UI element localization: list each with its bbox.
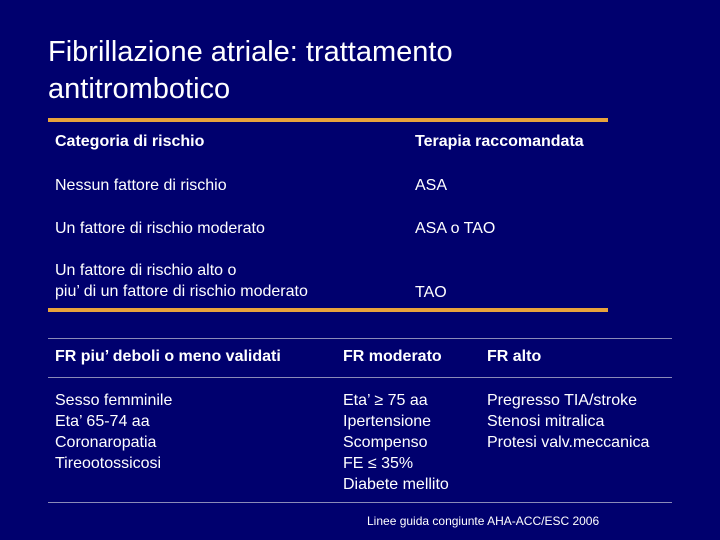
table2-header-weak: FR piu’ deboli o meno validati [55, 348, 281, 365]
table1-row1-therapy: ASA [415, 177, 448, 194]
table1-row2-category: Un fattore di rischio moderato [55, 220, 265, 237]
table2-top-line [48, 338, 672, 339]
table1-row3-category: Un fattore di rischio alto o piu’ di un fattore di rischio moderato [55, 262, 308, 300]
table1-header-category: Categoria di rischio [55, 133, 205, 150]
table1-row2-therapy: ASA o TAO [415, 220, 496, 237]
slide-title: Fibrillazione atriale: trattamento antitrombotico [48, 36, 453, 105]
table2-bottom-line [48, 502, 672, 503]
table1-header-therapy: Terapia raccomandata [415, 133, 584, 150]
table1-row3-therapy: TAO [415, 284, 447, 301]
table1-row1-category: Nessun fattore di rischio [55, 177, 227, 194]
divider-top [48, 118, 608, 122]
table2-moderate-factors: Eta’ ≥ 75 aa Ipertensione Scompenso FE ≤ 35% Diabete mellito [343, 392, 449, 493]
footnote: Linee guida congiunte AHA-ACC/ESC 2006 [367, 514, 600, 528]
divider-bottom [48, 308, 608, 312]
table2-weak-factors: Sesso femminile Eta’ 65-74 aa Coronaropatia Tireootossicosi [55, 392, 173, 472]
table2-high-factors: Pregresso TIA/stroke Stenosi mitralica Protesi valv.meccanica [487, 392, 650, 451]
table2-header-moderate: FR moderato [343, 348, 442, 365]
table2-mid-line [48, 377, 672, 378]
table2-header-high: FR alto [487, 348, 542, 365]
